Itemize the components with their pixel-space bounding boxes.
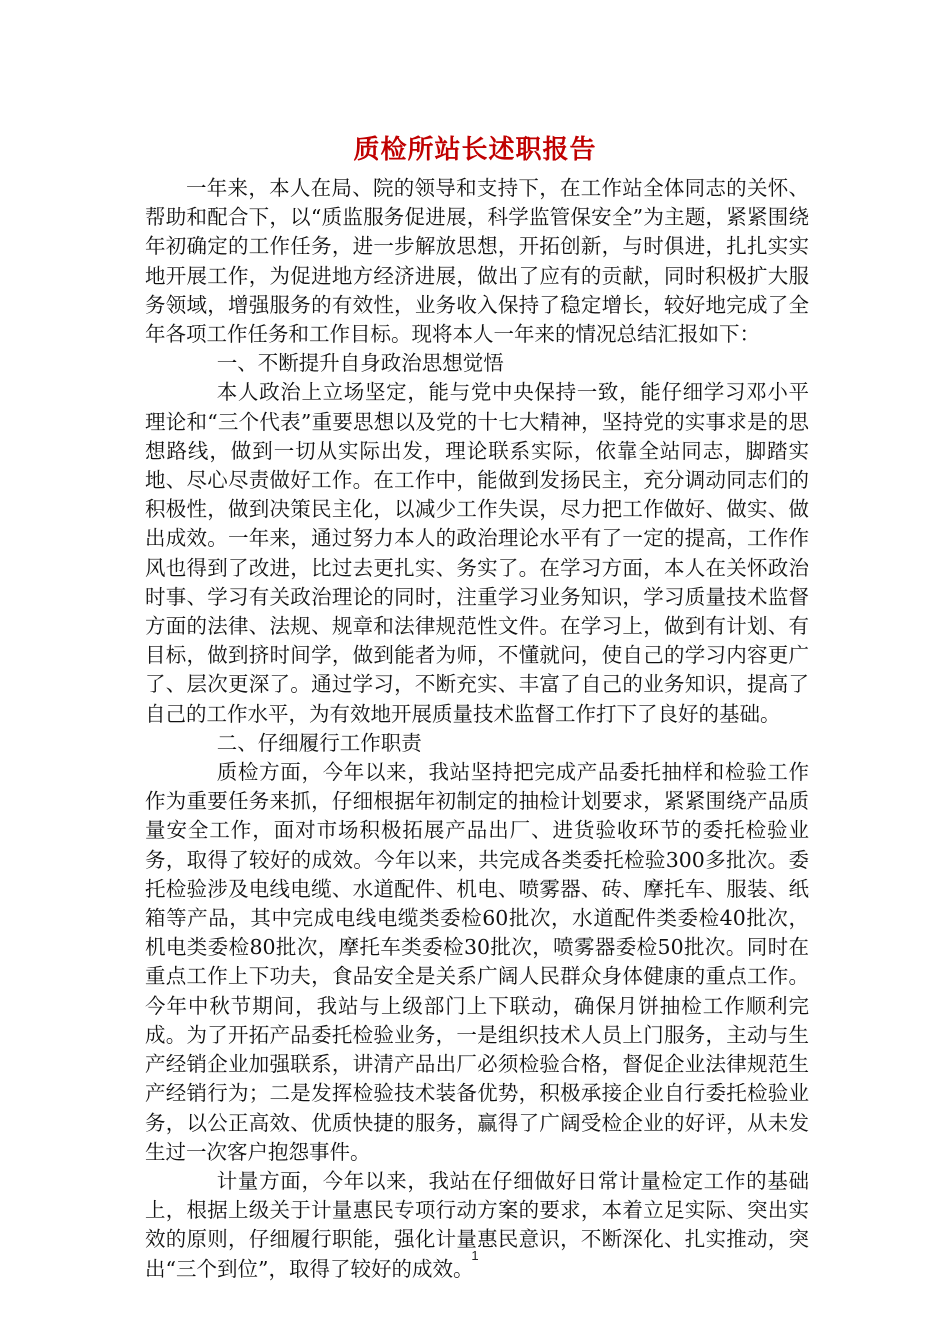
quality-inspection-paragraph: 质检方面，今年以来，我站坚持把完成产品委托抽样和检验工作作为重要任务来抓，仔细根据年初制定的抽检计划要求，紧紧围绕产品质量安全工作，面对市场积极拓展产品出厂、进货验收环节的委托检验业务，取得了较好的成效。今年以来，共完成各类委托检验300多批次。委托检验涉及电线电缆、水道配件、机电、喷雾器、砖、摩托车、服装、纸箱等产品，其中完成电线电缆类委检60批次，水道配件类委检40批次，机电类委检80批次，摩托车类委检30批次，喷雾器委检50批次。同时在重点工作上下功夫，食品安全是关系广阔人民群众身体健康的重点工作。今年中秋节期间，我站与上级部门上下联动，确保月饼抽检工作顺利完成。为了开拓产品委托检验业务，一是组织技术人员上门服务，主动与生产经销企业加强联系，讲清产品出厂必须检验合格，督促企业法律规范生产经销行为；二是发挥检验技术装备优势，积极承接企业自行委托检验业务，以公正高效、优质快捷的服务，赢得了广阔受检企业的好评，从未发生过一次客户抱怨事件。 [145, 760, 809, 1164]
intro-paragraph: 一年来，本人在局、院的领导和支持下，在工作站全体同志的关怀、帮助和配合下，以“质监服务促进展，科学监管保安全”为主题，紧紧围绕年初确定的工作任务，进一步解放思想，开拓创新，与时俱进，扎扎实实地开展工作，为促进地方经济进展，做出了应有的贡献，同时积极扩大服务领域，增强服务的有效性，业务收入保持了稳定增长，较好地完成了全年各项工作任务和工作目标。现将本人一年来的情况总结汇报如下： [145, 176, 809, 347]
document-body [145, 174, 809, 1284]
page-number: 1 [471, 1248, 479, 1263]
section-1-paragraph: 本人政治上立场坚定，能与党中央保持一致，能仔细学习邓小平理论和“三个代表”重要思想以及党的十七大精神，坚持党的实事求是的思想路线，做到一切从实际出发，理论联系实际，依靠全站同志，脚踏实地、尽心尽责做好工作。在工作中，能做到发扬民主，充分调动同志们的积极性，做到决策民主化，以减少工作失误，尽力把工作做好、做实、做出成效。一年来，通过努力本人的政治理论水平有了一定的提高，工作作风也得到了改进，比过去更扎实、务实了。在学习方面，本人在关怀政治时事、学习有关政治理论的同时，注重学习业务知识，学习质量技术监督方面的法律、法规、规章和法律规范性文件。在学习上，做到有计划、有目标，做到挤时间学，做到能者为师，不懂就问，使自己的学习内容更广了、层次更深了。通过学习，不断充实、丰富了自己的业务知识，提高了自己的工作水平，为有效地开展质量技术监督工作打下了良好的基础。 [145, 380, 809, 726]
section-heading-2: 二、仔细履行工作职责 [216, 730, 422, 755]
document-title: 质检所站长述职报告 [353, 135, 597, 165]
metrology-paragraph: 计量方面，今年以来，我站在仔细做好日常计量检定工作的基础上，根据上级关于计量惠民专项行动方案的要求，本着立足实际、突出实效的原则，仔细履行职能，强化计量惠民意识，不断深化、扎实推动，突出“三个到位”，取得了较好的成效。 [145, 1168, 809, 1281]
section-heading-1: 一、不断提升自身政治思想觉悟 [216, 351, 504, 376]
